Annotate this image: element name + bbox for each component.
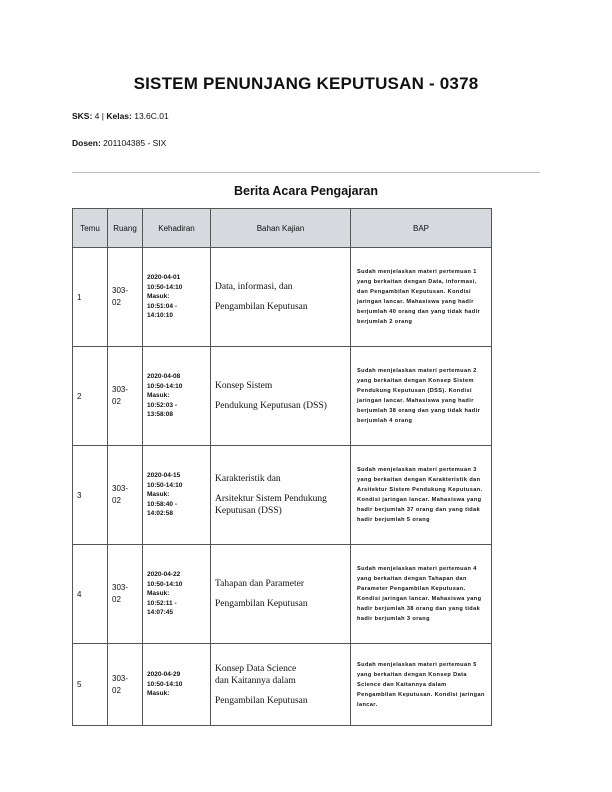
cell-ruang: 303- 02 xyxy=(108,545,143,644)
header-ruang: Ruang xyxy=(108,209,143,248)
table-row xyxy=(73,545,492,644)
bahan-line-2: Pengambilan Keputusan xyxy=(215,302,308,312)
cell-kehadiran: 2020-04-15 10:50-14:10 Masuk: 10:58:40 - 14:02:58 xyxy=(143,446,211,545)
cell-bahan-kajian xyxy=(211,644,351,726)
table-row xyxy=(73,644,492,726)
cell-temu: 3 xyxy=(73,446,108,545)
header-kehadiran: Kehadiran xyxy=(143,209,211,248)
sks-label: SKS: xyxy=(72,111,93,121)
cell-temu: 1 xyxy=(73,248,108,347)
cell-bahan-kajian xyxy=(211,446,351,545)
lecturer-info xyxy=(72,138,166,148)
bahan-line-2: Arsitektur Sistem Pendukung Keputusan (DSS) xyxy=(215,494,327,516)
dosen-label: Dosen: xyxy=(72,138,101,148)
cell-kehadiran: 2020-04-08 10:50-14:10 Masuk: 10:52:03 - 13:58:08 xyxy=(143,347,211,446)
bahan-line-2: Pengambilan Keputusan xyxy=(215,695,308,706)
cell-temu: 4 xyxy=(73,545,108,644)
cell-ruang: 303- 02 xyxy=(108,644,143,726)
course-info xyxy=(72,111,169,121)
cell-bahan-kajian xyxy=(211,347,351,446)
kelas-value: 13.6C.01 xyxy=(131,111,169,121)
bahan-line-2: Pengambilan Keputusan xyxy=(215,599,308,609)
cell-bap: Sudah menjelaskan materi pertemuan 1 yang berkaitan dengan Data, informasi, dan Pengambilan Keputusan. Kondisi jaringan lancar. Mahasiswa yang hadir berjumlah 40 orang dan yang tidak hadir berjumlah 2 orang xyxy=(351,248,492,347)
header-bap: BAP xyxy=(351,209,492,248)
divider xyxy=(72,172,540,173)
kelas-label: Kelas: xyxy=(106,111,132,121)
cell-bahan-kajian xyxy=(211,248,351,347)
dosen-value: 201104385 - SIX xyxy=(100,138,167,148)
cell-ruang: 303- 02 xyxy=(108,347,143,446)
cell-temu: 5 xyxy=(73,644,108,726)
cell-bap: Sudah menjelaskan materi pertemuan 3 yang berkaitan dengan Karakteristik dan Arsitektur Sistem Pendukung Keputusan. Kondisi jaringan lancar. Mahasiswa yang hadir berjumlah 37 orang dan yang tidak hadir berjumlah 5 orang xyxy=(351,446,492,545)
cell-bahan-kajian xyxy=(211,545,351,644)
section-title: Berita Acara Pengajaran xyxy=(233,184,379,198)
bahan-line-1: Karakteristik dan xyxy=(215,474,281,484)
cell-bap: Sudah menjelaskan materi pertemuan 2 yang berkaitan dengan Konsep Sistem Pendukung Keputusan (DSS). Kondisi jaringan lancar. Mahasiswa yang hadir berjumlah 38 orang dan yang tidak hadir berjumlah 4 orang xyxy=(351,347,492,446)
table-header-row xyxy=(73,209,492,248)
page-title: SISTEM PENUNJANG KEPUTUSAN - 0378 xyxy=(133,74,479,93)
cell-kehadiran: 2020-04-29 10:50-14:10 Masuk: xyxy=(143,644,211,726)
table-row xyxy=(73,248,492,347)
bap-table xyxy=(72,208,492,726)
header-temu: Temu xyxy=(73,209,108,248)
cell-ruang: 303- 02 xyxy=(108,446,143,545)
cell-temu: 2 xyxy=(73,347,108,446)
bahan-line-1: Konsep Data Science dan Kaitannya dalam xyxy=(215,663,297,686)
cell-bap: Sudah menjelaskan materi pertemuan 5 yang berkaitan dengan Konsep Data Science dan Kaitannya dalam Pengambilan Keputusan. Kondisi jaringan lancar. xyxy=(351,644,492,726)
cell-bap: Sudah menjelaskan materi pertemuan 4 yang berkaitan dengan Tahapan dan Parameter Pengambilan Keputusan. Kondisi jaringan lancar. Mahasiswa yang hadir berjumlah 38 orang dan yang tidak hadir berjumlah 3 orang xyxy=(351,545,492,644)
header-bahan-kajian: Bahan Kajian xyxy=(211,209,351,248)
cell-kehadiran: 2020-04-01 10:50-14:10 Masuk: 10:51:04 - 14:10:10 xyxy=(143,248,211,347)
cell-kehadiran: 2020-04-22 10:50-14:10 Masuk: 10:52:11 - 14:07:45 xyxy=(143,545,211,644)
table-row xyxy=(73,347,492,446)
bahan-line-1: Konsep Sistem xyxy=(215,381,273,391)
bahan-line-1: Data, informasi, dan xyxy=(215,282,293,292)
bahan-line-2: Pendukung Keputusan (DSS) xyxy=(215,401,327,411)
sks-value: 4 | xyxy=(92,111,107,121)
cell-ruang: 303- 02 xyxy=(108,248,143,347)
table-row xyxy=(73,446,492,545)
bahan-line-1: Tahapan dan Parameter xyxy=(215,579,305,589)
